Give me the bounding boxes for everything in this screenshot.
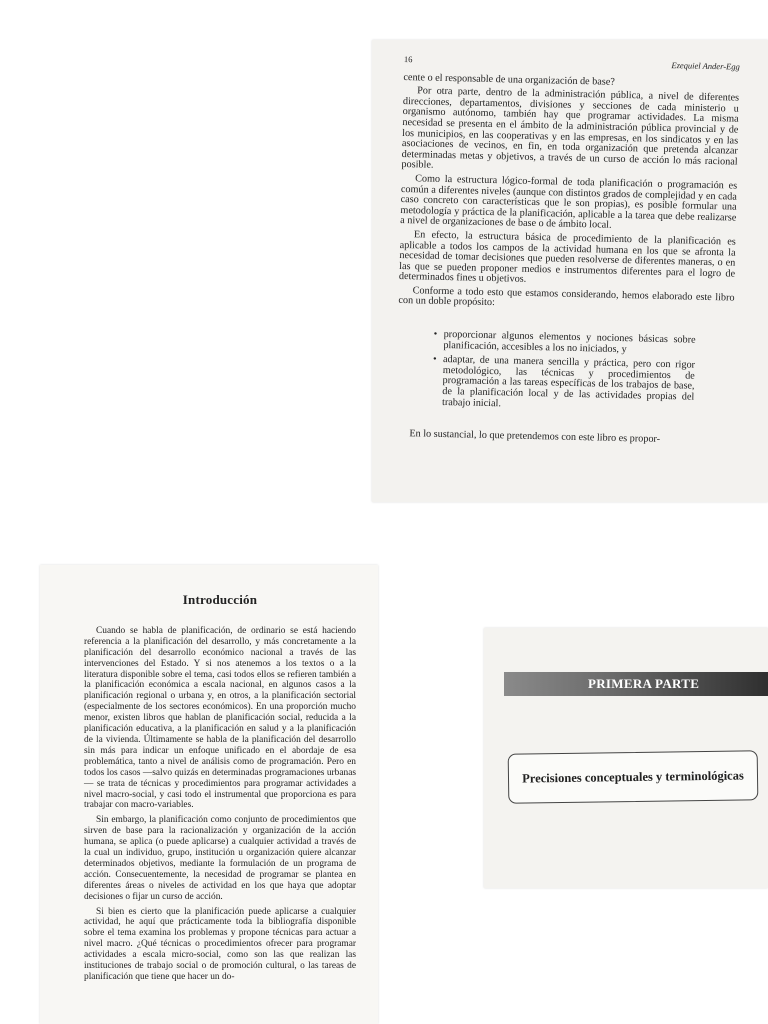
running-head xyxy=(404,54,740,72)
paragraph: Cuando se habla de planificación, de ordinario se está haciendo referencia a la planificación del desarrollo, y más concretamente a la planificación del desarrollo económico nacional a través de las intervenciones del Estado. Y si nos atenemos a los textos o a la literatura disponible sobre el tema, casi todos ellos se refieren también a la planificación económica a escala nacional, en algunos casos a la planificación regional o urbana y, en otros, a la planificación sectorial (especialmente de los sectores económicos). En una proporción mucho menor, existen libros que hablan de planificación social, reducida a la planificación educativa, a la planificación en salud y a la planificación de la vivienda. Últimamente se habla de la planificación del desarrollo sin más para indicar un enfoque unificado en el abordaje de esa problemática, tanto a nivel de análisis como de programación. Pero en todos los casos —salvo quizás en determinadas programaciones urbanas— se trata de técnicas y procedimientos para programar actividades a nivel macro-social, y casi todo el instrumental que proporciona es para trabajar con macro-variables. xyxy=(84,625,356,811)
list-item: • adaptar, de una manera sencilla y práctica, pero con rigor metodológico, las técnicas y procedimientos de programación a las tareas específicas de los trabajos de base, de la planificación local y de las actividades propias del trabajo inicial. xyxy=(432,355,695,414)
book-page-16 xyxy=(372,40,768,502)
chapter-title: Introducción xyxy=(182,592,258,607)
part-title-box: Precisiones conceptuales y terminológicas xyxy=(508,750,759,803)
purpose-list xyxy=(432,330,696,414)
paragraph: Si bien es cierto que la planificación puede aplicarse a cualquier actividad, he aquí que prácticamente toda la bibliografía disponible sobre el tema examina los problemas y propone técnicas para actuar a nivel macro. ¿Qué técnicas o procedimientos ofrecer para programar actividades a escala micro-social, como son las que realizan las instituciones de trabajo social o de promoción cultural, o las tareas de planificación que tiene que hacer un do- xyxy=(84,906,356,982)
book-page-part-one xyxy=(484,628,768,888)
paragraph: Sin embargo, la planificación como conjunto de procedimientos que sirven de base para la racionalización y organización de la acción humana, se aplica (o puede aplicarse) a cualquier actividad a través de la cual un individuo, grupo, institución u organización quiere alcanzar determinados objetivos, mediante la formulación de un programa de acción. Consecuentemente, la necesidad de programar se plantea en diferentes áreas o niveles de actividad en los que haya que adoptar decisiones o fijar un curso de acción. xyxy=(84,815,356,902)
page-number: 16 xyxy=(403,54,413,65)
list-item: • proporcionar algunos elementos y nociones básicas sobre planificación, accesibles a los no iniciados, y xyxy=(433,330,695,357)
paragraph: En lo sustancial, lo que pretendemos con este libro es propor- xyxy=(409,428,661,446)
paragraph: Conforme a todo esto que estamos considerando, hemos elaborado este libro con un doble propósito: xyxy=(398,285,735,309)
page-16-content xyxy=(395,54,740,450)
part-banner: PRIMERA PARTE xyxy=(504,672,768,696)
paragraph: Por otra parte, dentro de la administración pública, a nivel de diferentes direcciones, departamentos, divisiones y secciones de cada ministerio u organismo autónomo, también hay que programar actividades. La misma necesidad se presenta en el ámbito de la administración pública provincial y de los municipios, en las cooperativas y en las empresas, en los sindicatos y en las asociaciones de vecinos, en fin, en toda organización que pretenda alcanzar determinadas metas y objetivos, a través de un curso de acción lo más racional posible. xyxy=(401,85,740,172)
running-author: Ezequiel Ander-Egg xyxy=(671,60,740,72)
paragraph: Como la estructura lógico-formal de toda planificación o programación es común a diferentes niveles (aunque con distintos grados de complejidad y en cada caso concreto con características que le son propias), es posible formular una metodología y práctica de la planificación, aplicable a la tarea que debe realizarse a nivel de organizaciones de base o de ámbito local. xyxy=(400,173,738,232)
paragraph: En efecto, la estructura básica de procedimiento de la planificación es aplicable a todos los campos de la actividad humana en los que se afronta la necesidad de tomar decisiones que pueden resolverse de diferentes maneras, o en las que se pueden proponer medios e instrumentos diferentes para el logro de determinados fines u objetivos. xyxy=(398,229,736,286)
introduction-content xyxy=(84,592,356,987)
book-page-introduction xyxy=(40,565,378,1024)
paragraph: cente o el responsable de una organización de base? xyxy=(403,71,615,88)
